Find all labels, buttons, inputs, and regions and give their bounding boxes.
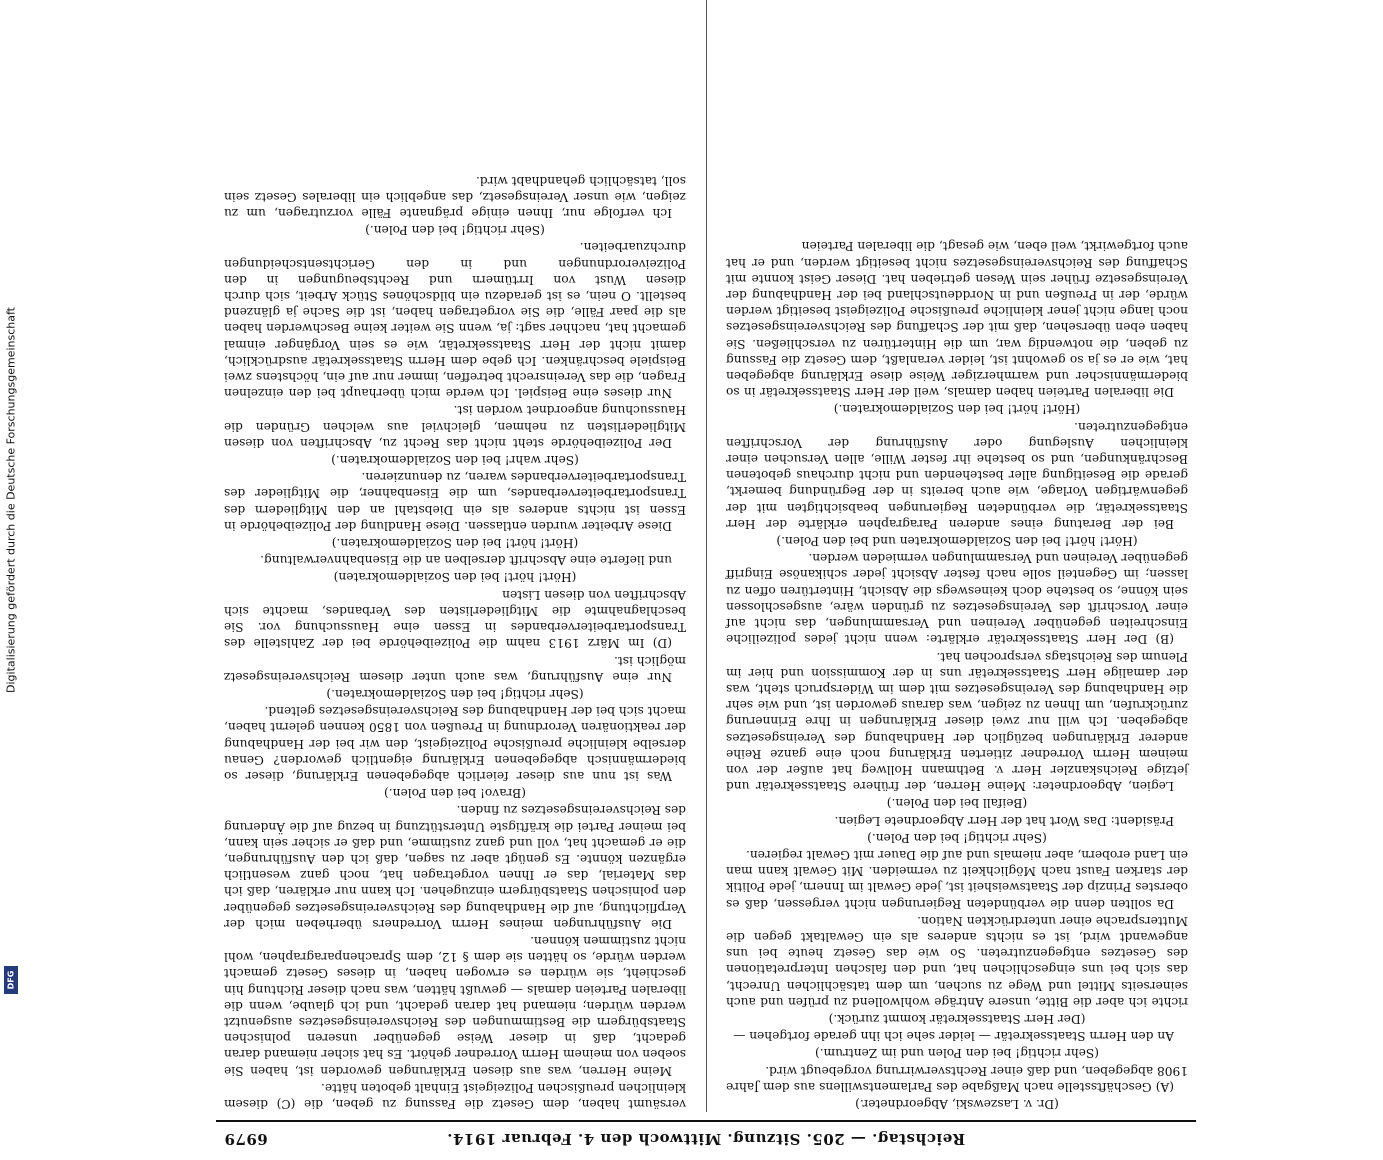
sidebar-credit (2, 0, 20, 1000)
interjection: (Sehr richtig! bei den Polen und im Zentrum.) (814, 1046, 1099, 1061)
header-page-number: 6979 (223, 1130, 268, 1148)
paragraph: Präsident: Das Wort hat der Herr Abgeordnete Legien. (833, 813, 1174, 828)
page-header (216, 1124, 1196, 1152)
interjection: (Sehr wahr! bei den Sozialdemokraten.) (330, 453, 579, 468)
interjection: (Sehr richtig! bei den Sozialdemokraten.) (325, 686, 584, 701)
paragraph: (A) Geschäftsstelle nach Maßgabe des Parlamentswillens aus dem Jahre 1908 abgegeben, und daß einer Rechtsverwirrung vorgebeugt wird. (725, 1063, 1188, 1094)
right-column (224, 0, 686, 1112)
paragraph: und lieferte eine Abschrift derselben an die Eisenbahnverwaltung. (259, 553, 672, 568)
dfg-logo: DFG (4, 966, 18, 994)
rotated-page (216, 0, 1196, 1160)
paragraph: Nur dieses eine Beispiel. Ich werde mich überhaupt bei den einzelnen Fragen, die das Vereinsrecht betreffen, immer nur auf ein, höchstens zwei Beispiele beschränken. Ich gebe dem Herrn Staatssekretär ausdrücklich, damit nicht der Herr Staatssekretär, wie es sein Vorgänger einmal gemacht hat, nachher sagt: ja, wenn Sie weiter keine Beschwerden haben als die paar Fälle, die Sie vorgetragen haben, ist die Sache ja glänzend bestellt. O nein, es ist geradezu ein bildschönes Stück Arbeit, sich durch diesen Wust von Irrtümern und Rechtsbeugungen in den Polizeiverordnungen und in den Gerichtsentscheidungen durchzuarbeiten. (223, 240, 686, 401)
document-page (216, 0, 1196, 1160)
left-column (726, 0, 1188, 1112)
paragraph: Was ist nun aus dieser feierlich abgegebenen Erklärung, dieser so biedermännisch abgegebenen Erklärung eigentlich geworden? Genau derselbe kleinliche preußische Polizeigeist, den wir bei der Handhabung der reaktionären Verordnung in Preußen von 1850 kennen gelernt haben, macht sich bei der Handhabung des Reichsvereinsgesetzes geltend. (223, 704, 686, 783)
paragraph: Da sollten denn die verbündeten Regierungen nicht vergessen, daß es oberstes Prinzip der Staatsweisheit ist, jede Gewalt im Innern, jede Politik der starken Faust nach Möglichkeit zu vermeiden. Mit Gewalt kann man ein Land erobern, aber niemals und auf die Dauer mit Gewalt regieren. (725, 847, 1188, 911)
interjection: (Der Herr Staatssekretär kommt zurück.) (828, 1011, 1085, 1026)
paragraph: Legien, Abgeordneter: Meine Herren, der frühere Staatssekretär und jetzige Reichskanzler Herr v. Bethmann Hollweg hat außer der von meinem Herrn Vorredner zitierten Erklärung noch eine ganze Reihe anderer Erklärungen bezüglich der Handhabung des Vereinsgesetzes abgegeben. Ich will nur zwei dieser Erklärungen in Ihre Erinnerung zurückrufen, um Ihnen zu zeigen, was daraus geworden ist, und wie sehr die Handhabung des Vereinsgesetzes mit dem im Widerspruch steht, was der damalige Herr Staatssekretär uns in der Kommission und hier im Plenum des Reichstags versprochen hat. (725, 649, 1188, 794)
interjection: (Sehr richtig! bei den Polen.) (364, 223, 545, 238)
paragraph: Meine Herren, was aus diesen Erklärungen geworden ist, haben Sie soeben von meinem Herrn Vorredner gehört. Es hat sicher niemand daran gedacht, daß in dieser Weise gegenüber unseren polnischen Staatsbürgern die Bestimmungen des Reichsvereinsgesetzes ausgenutzt werden würden; niemand hat daran gedacht, und ich glaube, wenn die liberalen Parteien damals — gewußt hätten, was nach dieser Richtung hin geschieht, sie würden es erwogen haben, in dieses Gesetz gemacht werden würde, so hätten sie dem § 12, dem Sprachenparagraphen, wohl nicht zustimmen können. (223, 933, 686, 1078)
paragraph: Die Ausführungen meines Herrn Vorredners überheben mich der Verpflichtung, auf die Handhabung des Reichsvereinsgesetzes gegenüber den polnischen Staatsbürgern einzugehen. Ich kann nur erklären, daß ich das Material, das er Ihnen vorgetragen hat, noch ganz wesentlich ergänzen könnte. Es genügt aber zu sagen, daß ich den Ausführungen, die er gemacht hat, voll und ganz zustimme, und daß er sicher sein kann, bei meiner Partei die kräftigste Unterstützung in bezug auf die Änderung des Reichsvereinsgesetzes zu finden. (223, 803, 686, 931)
interjection: (Hört! hört! bei den Sozialdemokraten) (333, 570, 576, 585)
header-rule (216, 1120, 1196, 1122)
interjection: (Beifall bei den Polen.) (886, 796, 1027, 811)
paragraph: (B) Der Herr Staatssekretär erklärte: wenn nicht jedes polizeiliche Einschreiten gegenüber Vereinen und Versammlungen, das nicht auf einer Vorschrift des Vereinsgesetzes zu gründen wäre, ausgeschlossen sein könne, so bestehe doch keineswegs die Absicht, Hintertüren offen zu lassen; im Gegenteil solle nach fester Absicht jeder schikanöse Eingriff gegenüber Vereinen und Versammlungen vermieden werden. (725, 551, 1188, 647)
interjection: (Hört! hört! bei den Sozialdemokraten.) (833, 402, 1080, 417)
interjection: (Hört! hört! bei den Sozialdemokraten.) (331, 536, 578, 551)
interjection: (Dr. v. Laszewski, Abgeordneter.) (854, 1097, 1059, 1111)
paragraph: Der Polizeibehörde steht nicht das Recht zu, Abschriften von diesen Mitgliederlisten zu nehmen, gleichviel aus welchen Gründen die Haussuchung angeordnet worden ist. (223, 403, 686, 450)
paragraph: versäumt haben, dem Gesetz die Fassung zu geben, die (C) diesem kleinlichen preußischen Polizeigeist Einhalt geboten hätte. (223, 1080, 686, 1111)
interjection: (Bravo! bei den Polen.) (383, 786, 526, 801)
paragraph: Diese Arbeiter wurden entlassen. Diese Handlung der Polizeibehörde in Essen ist nichts anderes als ein Diebstahl an den Mitgliedern des Transportarbeiterverbandes, um die Eisenbahner, die Mitglieder des Transportarbeiterverbandes waren, zu denunzieren. (223, 470, 686, 533)
header-title: Reichstag. — 205. Sitzung. Mittwoch den 4. Februar 1914. (446, 1130, 965, 1148)
interjection: (Hört! hört! bei den Sozialdemokraten und bei den Polen.) (775, 534, 1138, 549)
column-divider (706, 0, 707, 1112)
paragraph: Ich verfolge nur, Ihnen einige prägnante Fälle vorzutragen, um zu zeigen, wie unser Vereinsgesetz, das angeblich ein liberales Gesetz sein soll, tatsächlich gehandhabt wird. (223, 173, 686, 221)
paragraph: Die liberalen Parteien haben damals, weil der Herr Staatssekretär in so biedermännischer und warmherziger Weise diese Erklärung abgegeben hat, wie er es ja so gewohnt ist, leider veranlaßt, dem Gesetz die Fassung zu geben, die notwendig war, um die Hintertüren zu verschließen. Sie haben eben übersehen, daß mit der Schaffung des Reichsvereinsgesetzes noch lange nicht jener kleinliche preußische Polizeigeist beseitigt werden würde, der in Preußen und in Norddeutschland bei der Handhabung der Vereinsgesetze früher sein Wesen getrieben hat. Dieser Geist konnte mit Schaffung des Reichsvereinsgesetzes nicht beseitigt werden, und er hat auch fortgewirkt, weil eben, wie gesagt, die liberalen Parteien (725, 239, 1188, 400)
paragraph: richte ich aber die Bitte, unsere Anträge wohlwollend zu prüfen und auch seinerseits Mittel und Wege zu suchen, um dem tatsächlichen Unrecht, das sich bei uns eingeschlichen hat, und den falschen Interpretationen des Gesetzes entgegenzutreten. So wie das Gesetz heute bei uns angewandt wird, ist es nichts anderes als ein Gewaltakt gegen die Muttersprache einer unterdrückten Nation. (725, 913, 1188, 1009)
paragraph: Bei der Beratung eines anderen Paragraphen erklärte der Herr Staatssekretär, die verbündeten Regierungen beabsichtigten mit der gegenwärtigen Vorlage, wie auch bereits in der Begründung bemerkt, gerade die Beseitigung aller bestehenden und nicht durchaus gebotenen Beschränkungen, und so bestehe ihr fester Wille, allen Versuchen einer kleinlichen Auslegung oder Ausführung der Vorschriften entgegenzutreten. (725, 419, 1188, 531)
interjection: (Sehr richtig! bei den Polen.) (866, 830, 1047, 845)
paragraph: (D) Im März 1913 nahm die Polizeibehörde bei der Zahlstelle des Transportarbeiterverbandes in Essen eine Haussuchung vor. Sie beschlagnahmte die Mitgliederlisten des Verbandes, machte sich Abschriften von diesen Listen (223, 587, 686, 651)
paragraph: An den Herrn Staatssekretär — leider sehe ich ihn gerade fortgehen — (732, 1029, 1174, 1044)
paragraph: Nur eine Ausführung, was auch unter diesem Reichsvereinsgesetz möglich ist. (223, 653, 686, 684)
digitalization-credit: Digitalisierung gefördert durch die Deutsche Forschungsgemeinschaft (4, 307, 18, 693)
